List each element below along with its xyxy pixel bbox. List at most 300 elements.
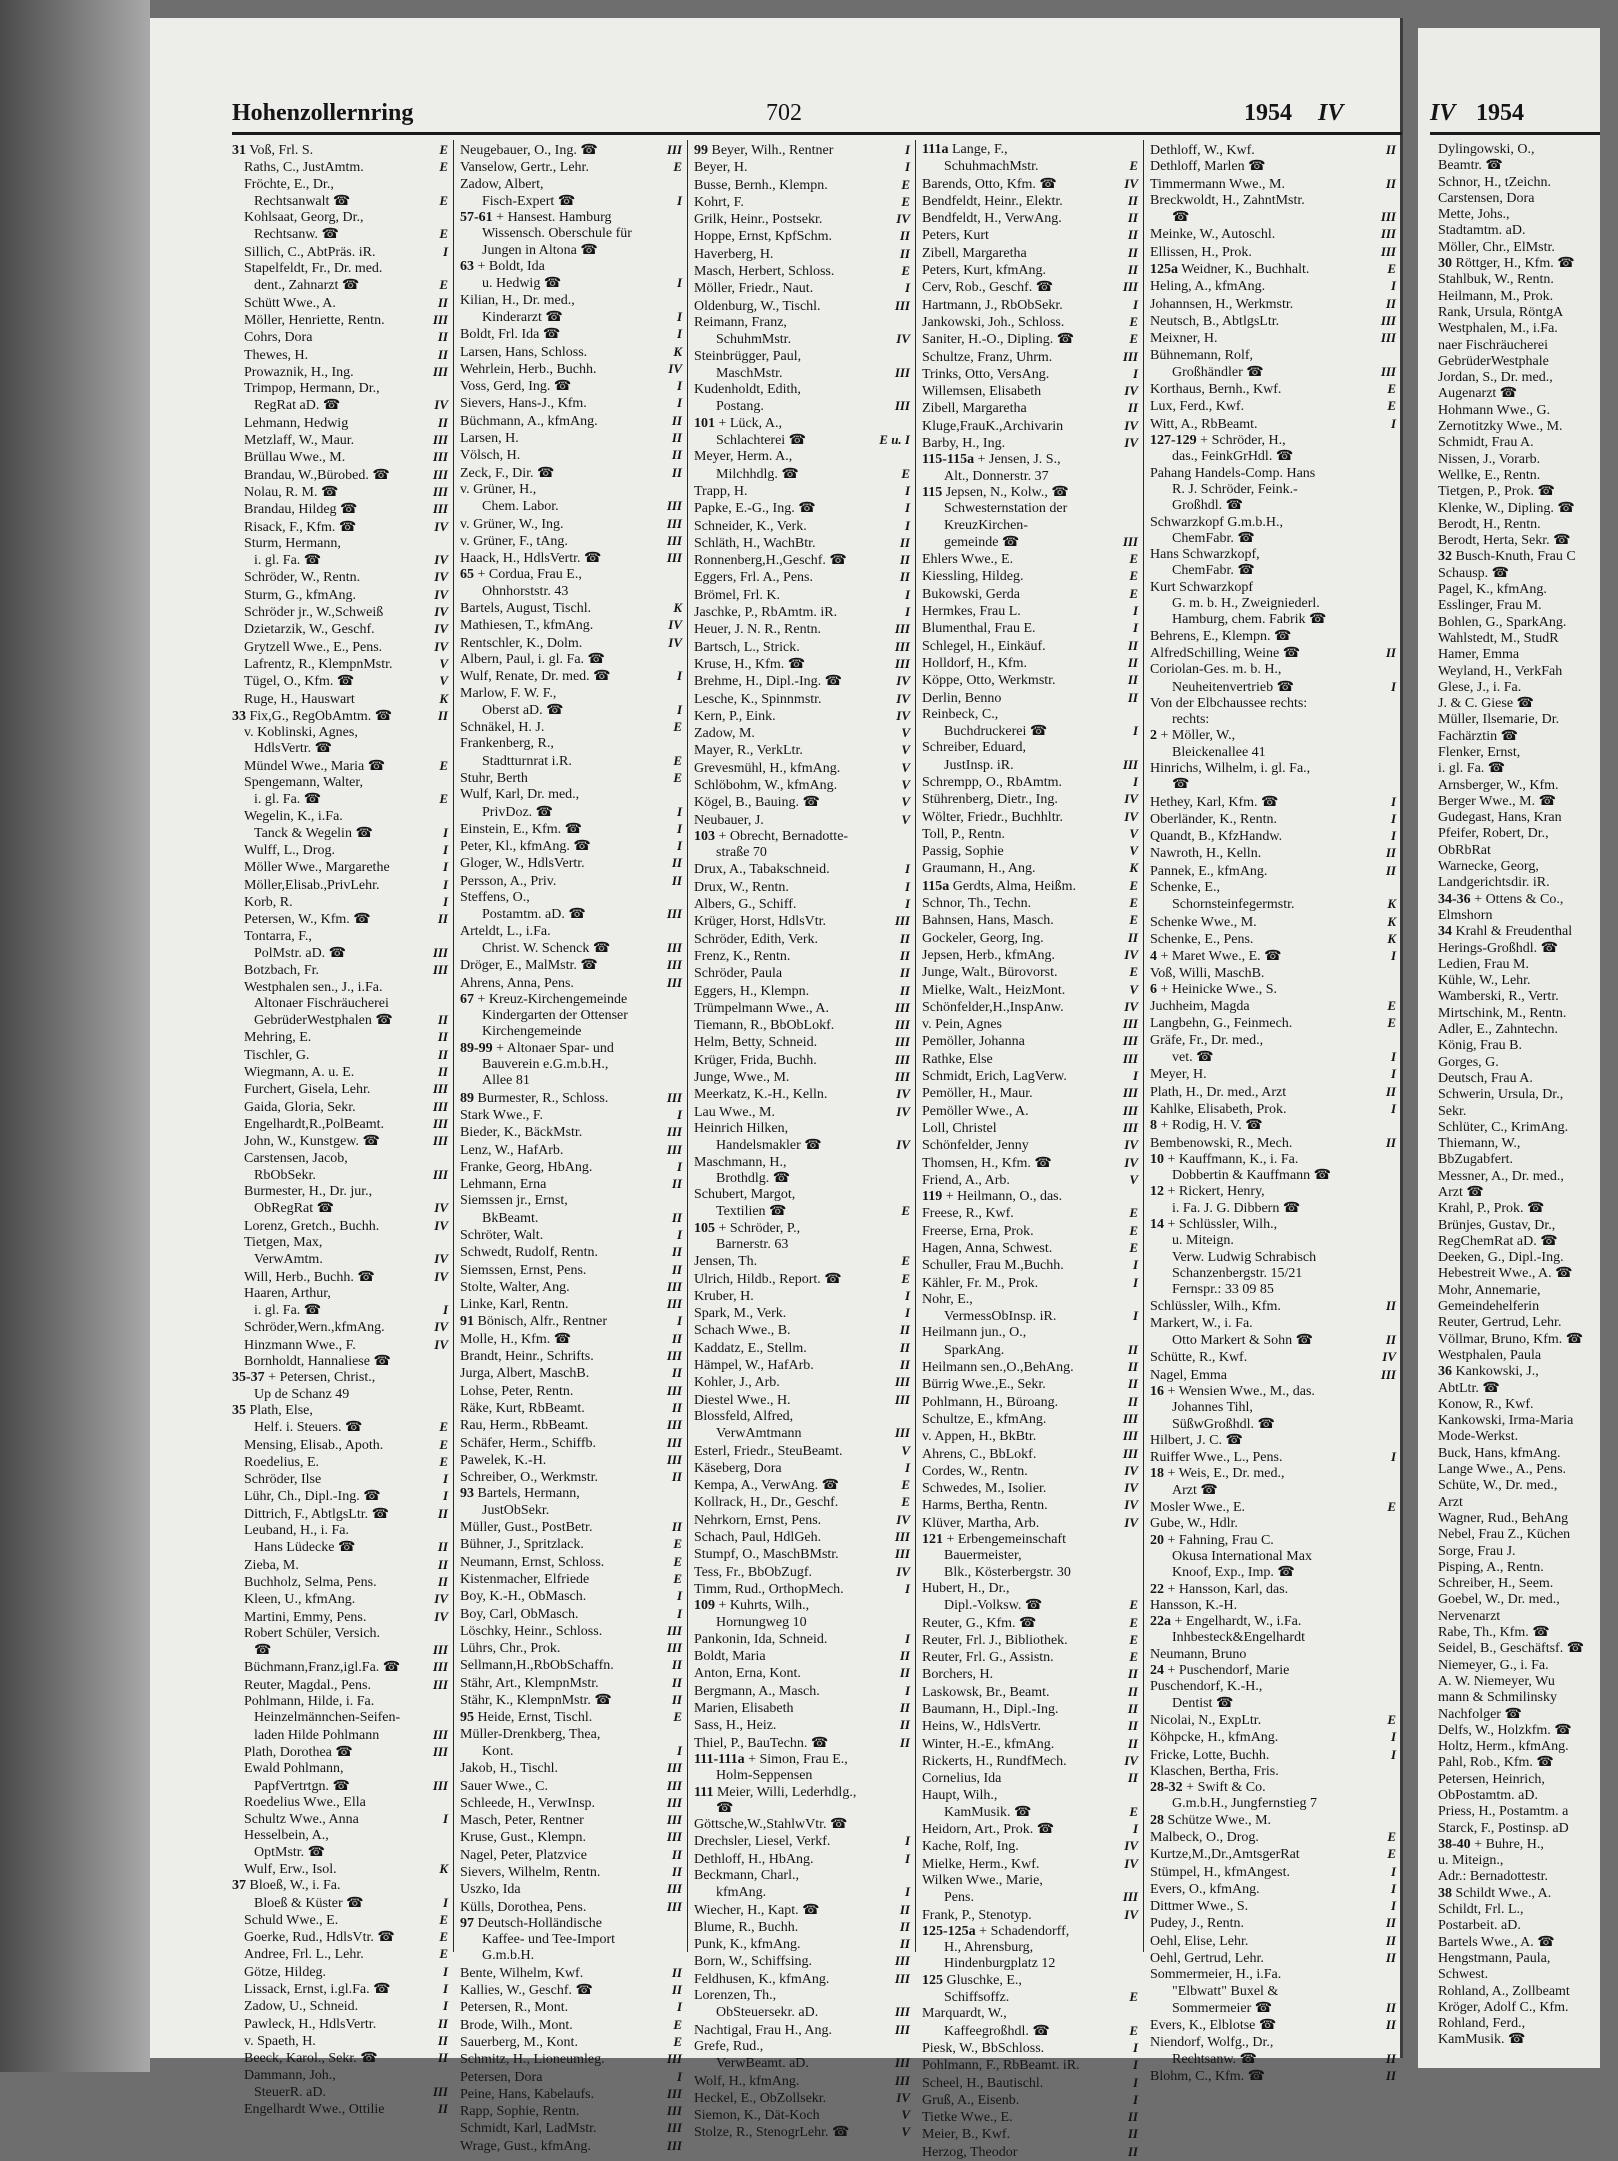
- floor-marker: I: [442, 876, 448, 892]
- entry-text: Furchert, Gisela, Lehr.: [244, 1082, 371, 1098]
- floor-marker: I: [1132, 2091, 1138, 2107]
- directory-entry: [1438, 1038, 1618, 1054]
- floor-marker: I: [676, 1605, 682, 1621]
- directory-entry: [232, 1488, 448, 1505]
- directory-entry: [922, 1532, 1138, 1548]
- directory-entry: [922, 1463, 1138, 1480]
- entry-text: Brömel, Frl. K.: [694, 587, 780, 603]
- entry-text: Beeck, Karol., Sekr. ☎: [244, 2051, 378, 2067]
- floor-marker: II: [671, 430, 682, 446]
- floor-marker: II: [671, 1692, 682, 1708]
- directory-entry: [694, 1460, 910, 1477]
- entry-text: Mündel Wwe., Maria ☎: [244, 758, 386, 774]
- entry-text: Juchheim, Magda: [1150, 999, 1250, 1015]
- entry-text: Mehring, E.: [244, 1030, 312, 1046]
- floor-marker: E: [673, 752, 682, 768]
- entry-text: Bühner, J., Spritzlack.: [460, 1537, 584, 1553]
- directory-entry: [1150, 159, 1396, 175]
- directory-entry: [1438, 501, 1618, 517]
- entry-text: Plath, H., Dr. med., Arzt: [1150, 1084, 1287, 1100]
- floor-marker: I: [442, 1811, 448, 1827]
- entry-text: Wamberski, R., Vertr.: [1438, 989, 1559, 1005]
- entry-text: Persson, A., Priv.: [460, 873, 557, 889]
- directory-entry: [1150, 498, 1396, 514]
- directory-entry: [1150, 364, 1396, 381]
- entry-text: Pawelek, K.-H.: [460, 1452, 547, 1468]
- house-number: 31: [232, 143, 246, 158]
- directory-entry: [1438, 2032, 1618, 2048]
- floor-marker: I: [1390, 678, 1396, 694]
- floor-marker: I: [442, 1981, 448, 1997]
- entry-text: Reuter, Frl. G., Assistn.: [922, 1650, 1054, 1666]
- house-number: 125a: [1150, 262, 1178, 278]
- directory-entry: [1438, 729, 1618, 745]
- entry-text: 89 Burmester, R., Schloss.: [460, 1090, 609, 1106]
- directory-entry: [232, 1574, 448, 1591]
- entry-text: Käseberg, Dora: [694, 1460, 782, 1476]
- directory-entry: [232, 484, 448, 501]
- directory-entry: [1438, 1381, 1618, 1397]
- entry-text: Dittrich, F., AbtlgsLtr. ☎: [244, 1506, 390, 1522]
- directory-entry: [694, 1768, 910, 1784]
- header-year: 1954: [1244, 100, 1292, 126]
- floor-marker: III: [894, 1425, 910, 1441]
- entry-text: Schildt, Frl. L.,: [1438, 1902, 1524, 1918]
- entry-text: dent., Zahnarzt ☎: [254, 278, 360, 294]
- floor-marker: V: [901, 1442, 910, 1458]
- entry-text: Rechtsanw. ☎: [254, 227, 339, 243]
- entry-text: 105 + Schröder, P.,: [694, 1220, 801, 1236]
- directory-entry: [694, 879, 910, 896]
- directory-entry: [460, 1571, 682, 1588]
- floor-marker: E: [1129, 964, 1138, 980]
- entry-text: Kache, Rolf, Ing.: [922, 1839, 1019, 1855]
- entry-text: ☎: [1172, 210, 1190, 226]
- entry-text: KamMusik. ☎: [1438, 2032, 1526, 2048]
- entry-text: Grytzell Wwe., E., Pens.: [244, 639, 383, 655]
- entry-text: Lühr, Ch., Dipl.-Ing. ☎: [244, 1489, 381, 1505]
- floor-marker: IV: [896, 331, 910, 347]
- entry-text: 99 Beyer, Wilh., Rentner: [694, 143, 834, 158]
- entry-text: Jordan, S., Dr. med.,: [1438, 370, 1553, 386]
- directory-entry: [460, 686, 682, 702]
- floor-marker: II: [1127, 689, 1138, 705]
- floor-marker: E: [673, 1570, 682, 1586]
- entry-text: KreuzKirchen-: [944, 517, 1028, 533]
- entry-text: Jurga, Albert, MaschB.: [460, 1366, 590, 1382]
- entry-text: Bloeß & Küster ☎: [254, 1895, 364, 1911]
- directory-entry: [1438, 1266, 1618, 1282]
- entry-text: Niendorf, Wolfg., Dr.,: [1150, 2034, 1274, 2050]
- floor-marker: IV: [1124, 791, 1138, 807]
- directory-entry: [922, 2144, 1138, 2161]
- floor-marker: IV: [896, 1511, 910, 1527]
- directory-entry: [1150, 1266, 1396, 1282]
- floor-marker: III: [666, 1278, 682, 1294]
- floor-marker: II: [899, 1665, 910, 1681]
- directory-entry: [1150, 1233, 1396, 1249]
- floor-marker: II: [1127, 2109, 1138, 2125]
- entry-text: Rabe, Th., Kfm. ☎: [1438, 1625, 1550, 1641]
- directory-entry: [1150, 1881, 1396, 1898]
- directory-entry: [232, 1337, 448, 1354]
- directory-entry: [922, 2075, 1138, 2092]
- floor-marker: E: [1129, 158, 1138, 174]
- entry-text: Dylingowski, O.,: [1438, 142, 1535, 157]
- house-number: 101: [694, 415, 715, 431]
- directory-entry: [1438, 1707, 1618, 1723]
- entry-text: Tietke Wwe., E.: [922, 2110, 1013, 2126]
- entry-text: Cornelius, Ida: [922, 1771, 1002, 1787]
- entry-text: rechts:: [1172, 712, 1210, 728]
- directory-entry: [232, 536, 448, 552]
- column-divider: [453, 140, 454, 1952]
- entry-text: AbtLtr. ☎: [1438, 1380, 1500, 1396]
- entry-text: Bauermeister,: [944, 1548, 1022, 1564]
- floor-marker: K: [1387, 930, 1396, 946]
- entry-text: Neumann, Bruno: [1150, 1646, 1247, 1662]
- entry-text: Nebel, Frau Z., Küchen: [1438, 1527, 1571, 1543]
- entry-text: Kruse, H., Kfm. ☎: [694, 656, 806, 672]
- directory-entry: [232, 1354, 448, 1370]
- entry-text: Rohland, Ferd.,: [1438, 2016, 1526, 2032]
- house-number: 89-99: [460, 1040, 493, 1056]
- entry-text: RegRat aD. ☎: [254, 398, 341, 414]
- directory-entry: [232, 1302, 448, 1319]
- entry-text: Neutsch, B., AbtlgsLtr.: [1150, 313, 1280, 329]
- directory-entry: [1150, 1864, 1396, 1881]
- directory-entry: [232, 467, 448, 484]
- entry-text: PolMstr. aD. ☎: [254, 945, 347, 961]
- directory-entry: [1438, 778, 1618, 794]
- entry-text: Buck, Hans, kfmAng.: [1438, 1445, 1561, 1461]
- directory-entry: [922, 1718, 1138, 1735]
- entry-text: Mayer, R., VerkLtr.: [694, 743, 803, 759]
- entry-text: Heuer, J. N. R., Rentn.: [694, 622, 821, 638]
- entry-text: Pemöller, H., Maur.: [922, 1086, 1033, 1102]
- entry-text: Kiessling, Hildeg.: [922, 569, 1024, 585]
- entry-text: das., FeinkGrHdl. ☎: [1172, 449, 1294, 465]
- entry-text: Loll, Christel: [922, 1120, 997, 1136]
- entry-text: Arzt: [1438, 1494, 1463, 1510]
- entry-text: Adr.: Bernadottestr.: [1438, 1869, 1549, 1885]
- directory-entry: [460, 2017, 682, 2034]
- entry-text: 38 Schildt Wwe., A.: [1438, 1885, 1552, 1901]
- entry-text: Kern, P., Eink.: [694, 708, 776, 724]
- entry-text: Müller-Drenkberg, Thea,: [460, 1726, 601, 1742]
- entry-text: Sievers, Wilhelm, Rentn.: [460, 1864, 601, 1880]
- entry-text: 34-36 + Ottens & Co.,: [1438, 891, 1564, 907]
- entry-text: Wehrlein, Herb., Buchh.: [460, 361, 597, 377]
- directory-entry: [1438, 598, 1618, 614]
- entry-text: 57-61 + Hansest. Hamburg: [460, 210, 612, 226]
- entry-text: Born, W., Schiffsing.: [694, 1954, 812, 1970]
- floor-marker: III: [1122, 1016, 1138, 1032]
- entry-text: Wissensch. Oberschule für: [482, 226, 632, 242]
- directory-entry: [1438, 1397, 1618, 1413]
- floor-marker: III: [666, 2137, 682, 2153]
- entry-text: v. Koblinski, Agnes,: [244, 725, 358, 741]
- entry-text: SparkAng.: [944, 1342, 1005, 1358]
- entry-text: Schröder, Paula: [694, 966, 783, 982]
- book-spine: [0, 0, 150, 2072]
- entry-text: Zadow, M.: [694, 726, 755, 742]
- entry-text: Gaida, Gloria, Sekr.: [244, 1099, 356, 1115]
- entry-text: Borchers, H.: [922, 1667, 994, 1683]
- floor-marker: I: [1132, 603, 1138, 619]
- entry-text: G.m.b.H., Jungfernstieg 7: [1172, 1796, 1318, 1812]
- floor-marker: II: [437, 1539, 448, 1555]
- floor-marker: II: [437, 414, 448, 430]
- directory-entry: [694, 466, 910, 483]
- entry-text: 125 Gluschke, E.,: [922, 1972, 1022, 1988]
- entry-text: Burmester, H., Dr. jur.,: [244, 1184, 373, 1200]
- directory-entry: [1150, 278, 1396, 295]
- entry-text: Hinzmann Wwe., F.: [244, 1337, 356, 1353]
- directory-entry: [1438, 1755, 1618, 1771]
- entry-text: Reuter, Frl. J., Bibliothek.: [922, 1632, 1068, 1648]
- entry-text: 28 Schütze Wwe., M.: [1150, 1812, 1272, 1828]
- floor-marker: E: [1387, 1499, 1396, 1515]
- directory-entry: [232, 725, 448, 741]
- entry-text: Esslinger, Frau M.: [1438, 598, 1542, 614]
- directory-entry: [460, 1159, 682, 1176]
- floor-marker: IV: [1124, 808, 1138, 824]
- floor-marker: II: [899, 947, 910, 963]
- directory-entry: [232, 1710, 448, 1726]
- floor-marker: E: [673, 769, 682, 785]
- entry-text: Raths, C., JustAmtm.: [244, 160, 364, 176]
- directory-entry: [694, 177, 910, 194]
- directory-entry: [460, 890, 682, 906]
- entry-text: Kruber, H.: [694, 1288, 754, 1304]
- floor-marker: III: [894, 2055, 910, 2071]
- entry-text: Schröder jr., W.,Schweiß: [244, 605, 384, 621]
- directory-column-4: [922, 142, 1138, 2160]
- directory-entry: [922, 1736, 1138, 1753]
- directory-entry: [1150, 662, 1396, 678]
- entry-text: Sturm, G., kfmAng.: [244, 587, 356, 603]
- floor-marker: III: [666, 1881, 682, 1897]
- entry-text: Gube, W., Hdlr.: [1150, 1516, 1238, 1532]
- directory-entry: [1150, 679, 1396, 696]
- entry-text: Kudenholdt, Edith,: [694, 382, 801, 398]
- entry-text: ObRegRat ☎: [254, 1201, 335, 1217]
- floor-marker: III: [666, 1829, 682, 1845]
- entry-text: Rechtsanwalt ☎: [254, 193, 351, 209]
- directory-entry: [694, 1425, 910, 1442]
- directory-entry: [1150, 1417, 1396, 1433]
- directory-entry: [1150, 296, 1396, 313]
- entry-text: Meerkatz, K.-H., Kelln.: [694, 1087, 828, 1103]
- entry-text: Schlüter, C., KrimAng.: [1438, 1119, 1569, 1135]
- entry-text: Mohr, Annemarie,: [1438, 1282, 1541, 1298]
- entry-text: Schmitz, H., Lioneumleg.: [460, 2052, 605, 2068]
- entry-text: 125-125a + Schadendorff,: [922, 1923, 1070, 1939]
- entry-text: RbObSekr.: [254, 1167, 316, 1183]
- entry-text: Hans Lüdecke ☎: [254, 1540, 356, 1556]
- directory-entry: [1150, 1679, 1396, 1695]
- entry-text: Landgerichtsdir. iR.: [1438, 875, 1550, 891]
- floor-marker: IV: [1124, 383, 1138, 399]
- house-number: 22a: [1150, 1614, 1171, 1630]
- entry-text: PrivDoz. ☎: [482, 804, 554, 820]
- directory-entry: [1150, 1316, 1396, 1332]
- directory-entry: [1438, 403, 1618, 419]
- directory-entry: [1150, 1647, 1396, 1663]
- directory-entry: [694, 194, 910, 211]
- house-number: 121: [922, 1532, 943, 1548]
- entry-text: Schornsteinfegermstr.: [1172, 897, 1295, 913]
- floor-marker: IV: [896, 690, 910, 706]
- entry-text: Hans Schwarzkopf,: [1150, 547, 1260, 563]
- entry-text: Flenker, Ernst,: [1438, 744, 1521, 760]
- directory-entry: [460, 924, 682, 940]
- directory-entry: [232, 501, 448, 518]
- directory-entry: [232, 193, 448, 210]
- floor-marker: II: [1127, 929, 1138, 945]
- floor-marker: II: [1385, 1915, 1396, 1931]
- directory-entry: [694, 2004, 910, 2021]
- floor-marker: II: [1127, 244, 1138, 260]
- directory-entry: [1150, 563, 1396, 579]
- entry-text: Fricke, Lotte, Buchh.: [1150, 1747, 1270, 1763]
- entry-text: Dethloff, Marlen ☎: [1150, 159, 1266, 175]
- entry-text: Voss, Gerd, Ing. ☎: [460, 379, 572, 395]
- floor-marker: II: [1127, 210, 1138, 226]
- directory-entry: [694, 1971, 910, 1988]
- directory-entry: [1150, 1349, 1396, 1366]
- entry-text: Schlüssler, Wilh., Kfm.: [1150, 1299, 1281, 1315]
- house-number: 32: [1438, 549, 1452, 565]
- directory-entry: [922, 1068, 1138, 1085]
- floor-marker: I: [442, 824, 448, 840]
- entry-text: Schäfer, Herm., Schiffb.: [460, 1435, 597, 1451]
- entry-text: Brehme, H., Dipl.-Ing. ☎: [694, 674, 843, 690]
- entry-text: Krüger, Horst, HdlsVtr.: [694, 914, 827, 930]
- directory-entry: [1150, 348, 1396, 364]
- floor-marker: III: [1122, 1085, 1138, 1101]
- entry-text: Ahrens, Anna, Pens.: [460, 975, 574, 991]
- floor-marker: II: [437, 329, 448, 345]
- directory-entry: [232, 1626, 448, 1642]
- entry-text: Heckel, E., ObZollsekr.: [694, 2090, 827, 2106]
- entry-text: Hengstmann, Paula,: [1438, 1950, 1551, 1966]
- floor-marker: III: [666, 1141, 682, 1157]
- directory-entry: [1438, 1788, 1618, 1804]
- directory-entry: [460, 1417, 682, 1434]
- floor-marker: II: [437, 2032, 448, 2048]
- directory-entry: [232, 1029, 448, 1046]
- floor-marker: III: [666, 974, 682, 990]
- floor-marker: I: [676, 275, 682, 291]
- entry-text: Meier, B., Kwf.: [922, 2127, 1011, 2143]
- floor-marker: I: [1390, 1100, 1396, 1116]
- directory-entry: [1438, 452, 1618, 468]
- floor-marker: I: [676, 1106, 682, 1122]
- entry-text: Nagel, Peter, Platzvice: [460, 1847, 587, 1863]
- directory-entry: [1438, 1723, 1618, 1739]
- directory-entry: [1438, 484, 1618, 500]
- entry-text: Sellmann,H.,RbObSchaffn.: [460, 1658, 614, 1674]
- entry-text: Kögel, B., Bauing. ☎: [694, 795, 820, 811]
- directory-entry: [694, 449, 910, 465]
- entry-text: i. gl. Fa. ☎: [254, 792, 322, 808]
- floor-marker: I: [676, 378, 682, 394]
- floor-marker: II: [1127, 262, 1138, 278]
- entry-text: Schütte, R., Kwf.: [1150, 1350, 1248, 1366]
- directory-entry: [1150, 1217, 1396, 1233]
- entry-text: Evers, K., Elblotse ☎: [1150, 2018, 1277, 2034]
- house-number: 18: [1150, 1466, 1164, 1482]
- floor-marker: E: [439, 159, 448, 175]
- directory-entry: [1438, 321, 1618, 337]
- entry-text: Junge, Wwe., M.: [694, 1070, 790, 1086]
- entry-text: Ruiffer Wwe., L., Pens.: [1150, 1450, 1283, 1466]
- floor-marker: IV: [1124, 1462, 1138, 1478]
- entry-text: Stähr, Art., KlempnMstr.: [460, 1675, 599, 1691]
- entry-text: Franke, Georg, HbAng.: [460, 1159, 593, 1175]
- entry-text: Tietgen, Max,: [244, 1235, 323, 1250]
- floor-marker: II: [437, 1046, 448, 1062]
- entry-text: VerwAmtm.: [254, 1252, 323, 1268]
- floor-marker: II: [899, 930, 910, 946]
- directory-entry: [232, 945, 448, 962]
- entry-text: Marien, Elisabeth: [694, 1701, 794, 1717]
- directory-entry: [232, 842, 448, 859]
- floor-marker: III: [666, 1348, 682, 1364]
- directory-entry: [922, 1701, 1138, 1718]
- directory-entry: [460, 1554, 682, 1571]
- entry-text: Hubert, H., Dr.,: [922, 1580, 1010, 1596]
- entry-text: vet. ☎: [1172, 1050, 1214, 1066]
- directory-entry: [1150, 1201, 1396, 1217]
- directory-entry: [922, 158, 1138, 175]
- floor-marker: II: [671, 1330, 682, 1346]
- directory-entry: [232, 758, 448, 775]
- floor-marker: III: [1122, 1428, 1138, 1444]
- entry-text: v. Grüner, W., Ing.: [460, 516, 564, 532]
- entry-text: Barends, Otto, Kfm. ☎: [922, 176, 1057, 192]
- floor-marker: E: [1129, 1649, 1138, 1665]
- directory-entry: [460, 1657, 682, 1674]
- floor-marker: III: [432, 1115, 448, 1131]
- floor-marker: II: [671, 1469, 682, 1485]
- entry-text: Adler, E., Zahntechn.: [1438, 1022, 1558, 1038]
- directory-entry: [1438, 1087, 1618, 1103]
- directory-entry: [694, 1137, 910, 1154]
- directory-entry: [460, 584, 682, 600]
- directory-entry: [232, 1659, 448, 1676]
- next-page-entries: [1438, 142, 1618, 2049]
- directory-entry: [1438, 240, 1618, 256]
- entry-text: u. Miteign.,: [1438, 1853, 1504, 1869]
- floor-marker: II: [1385, 1932, 1396, 1948]
- floor-marker: E: [1387, 998, 1396, 1014]
- directory-entry: [460, 1210, 682, 1227]
- directory-entry: [694, 708, 910, 725]
- directory-entry: [1150, 745, 1396, 761]
- directory-entry: [1438, 859, 1618, 875]
- directory-entry: [922, 1155, 1138, 1172]
- directory-entry: [1150, 1298, 1396, 1315]
- floor-marker: I: [676, 308, 682, 324]
- directory-entry: [232, 1471, 448, 1488]
- directory-entry: [460, 1623, 682, 1640]
- entry-text: PapfVertrtgn. ☎: [254, 1778, 350, 1794]
- entry-text: v. Grüner, F., tAng.: [460, 533, 568, 549]
- entry-text: Lehmann, Hedwig: [244, 415, 349, 431]
